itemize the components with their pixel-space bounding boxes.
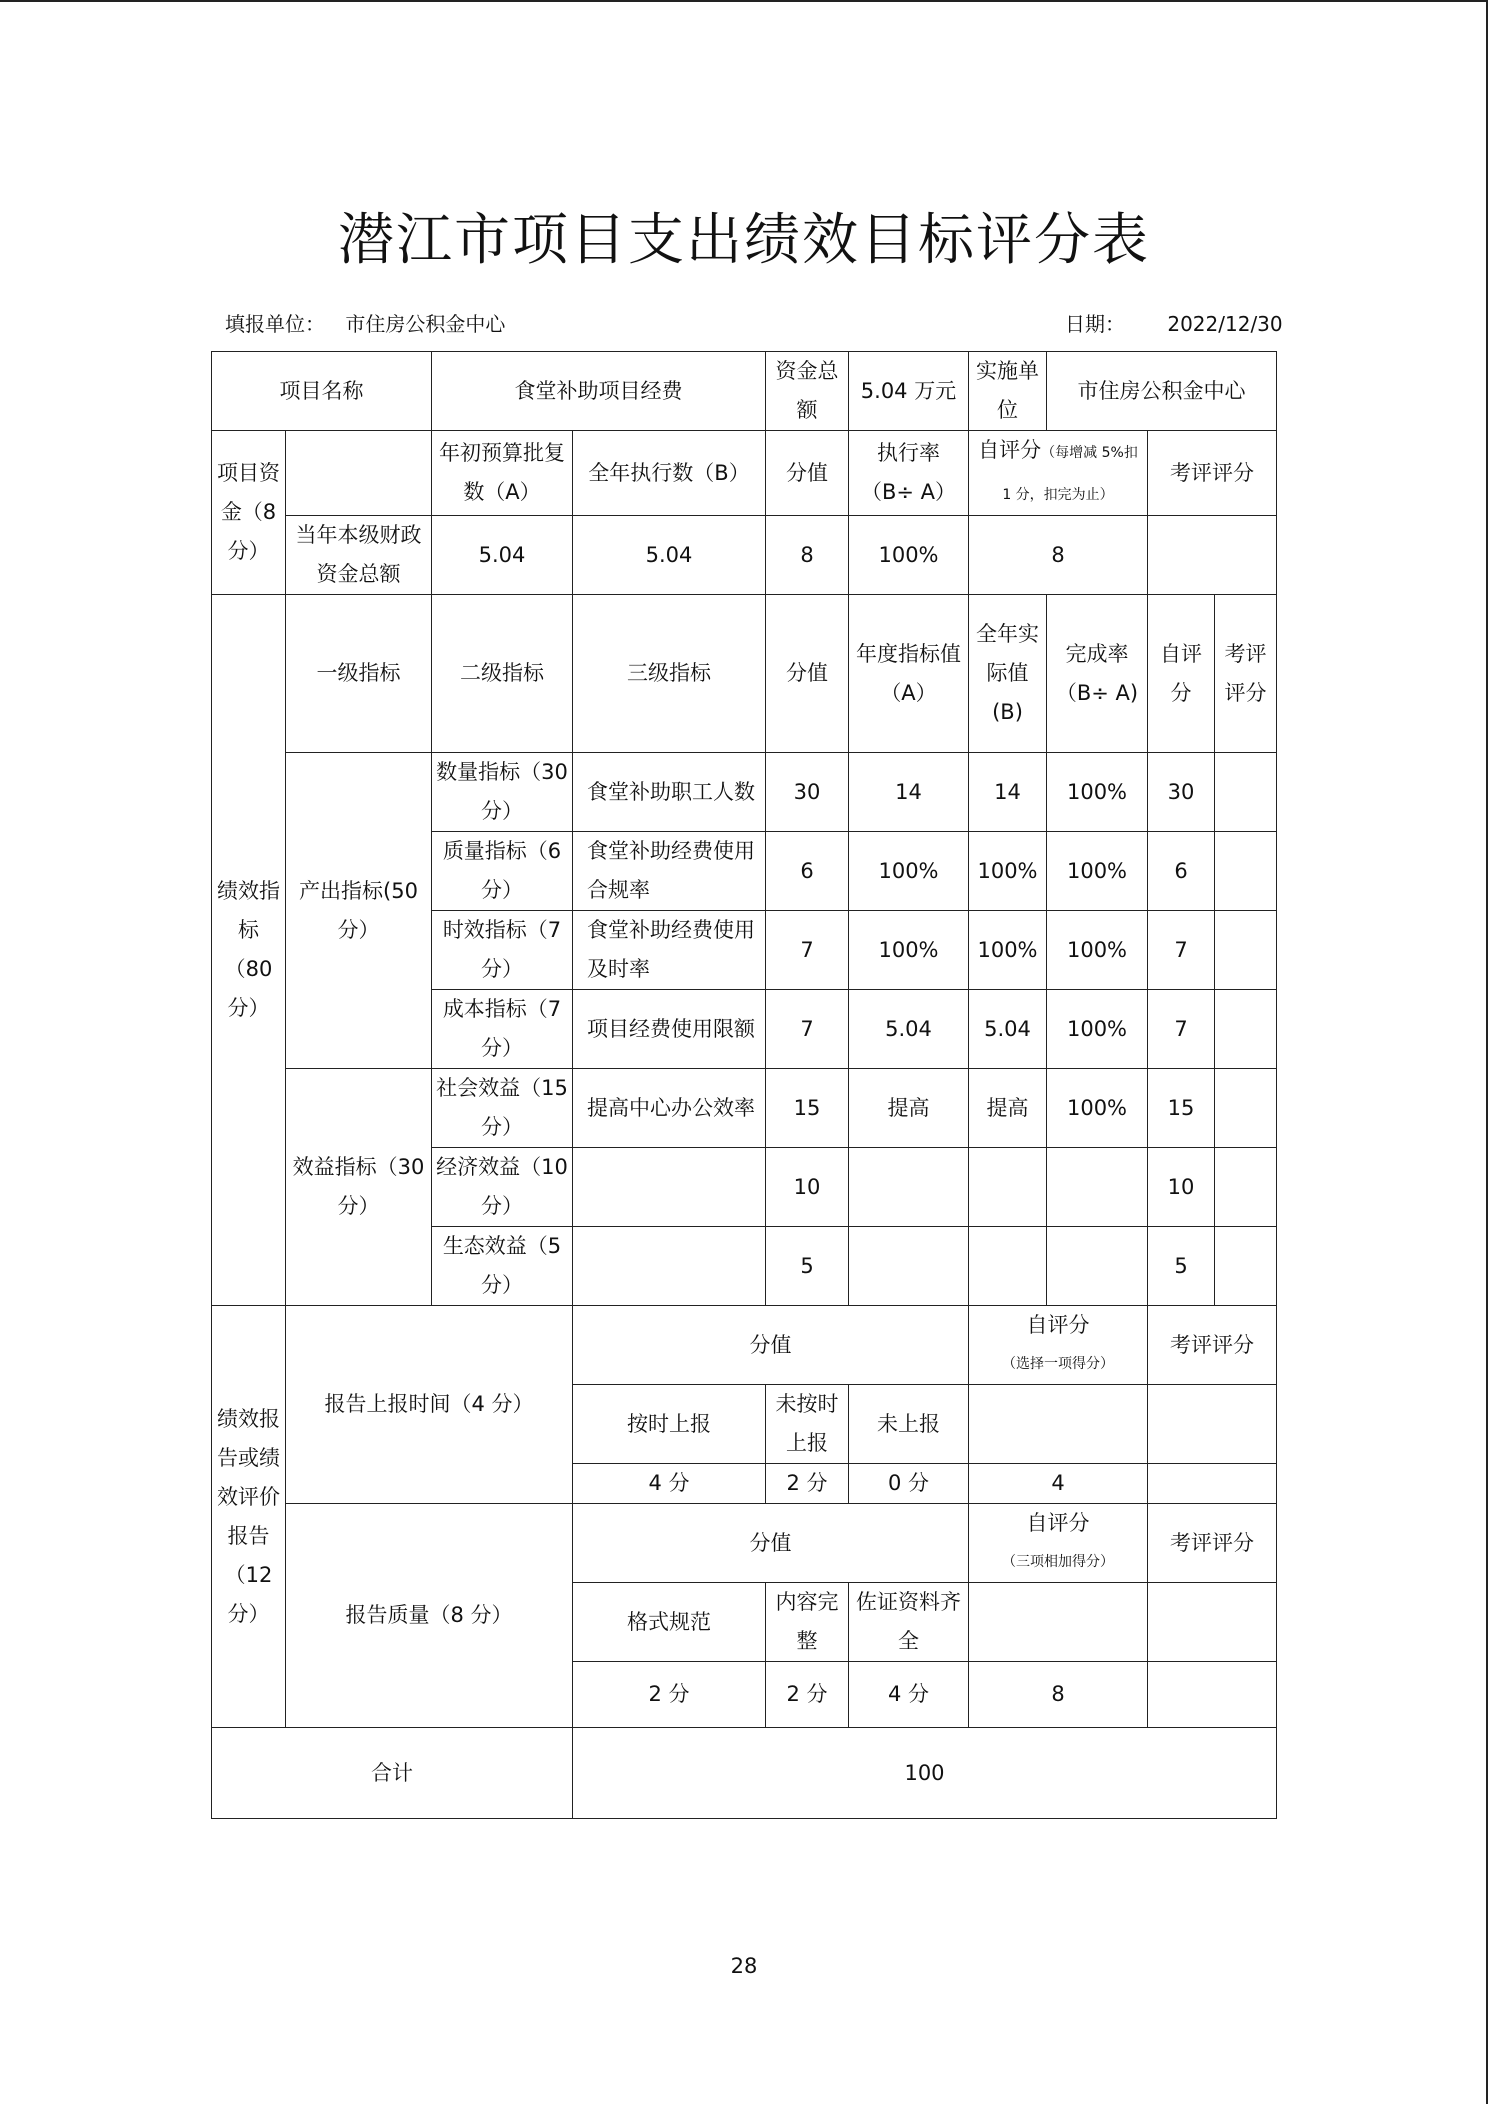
report-time-label: 报告上报时间（4 分） <box>286 1306 573 1504</box>
actual-cell <box>969 1227 1047 1306</box>
level3-cell: 提高中心办公效率 <box>573 1069 766 1148</box>
score-cell: 5 <box>766 1227 849 1306</box>
report-time-self-blank <box>969 1385 1148 1464</box>
actual-cell: 提高 <box>969 1069 1047 1148</box>
self-score-cell: 7 <box>1148 911 1215 990</box>
perf-score-header: 分值 <box>766 595 849 753</box>
actual-cell <box>969 1148 1047 1227</box>
score-cell: 30 <box>766 753 849 832</box>
perf-level2-header: 二级指标 <box>432 595 573 753</box>
report-quality-review-score <box>1148 1662 1277 1728</box>
report-time-self-note: （选择一项得分） <box>1002 1356 1114 1372</box>
rate-cell <box>1047 1148 1148 1227</box>
target-cell: 100% <box>849 832 969 911</box>
self-score-cell: 15 <box>1148 1069 1215 1148</box>
review-score-cell <box>1215 990 1277 1069</box>
report-time-review-header: 考评评分 <box>1148 1306 1277 1385</box>
level3-cell: 食堂补助职工人数 <box>573 753 766 832</box>
report-quality-self-header <box>969 1504 1148 1583</box>
report-quality-self-note: （三项相加得分） <box>1002 1554 1114 1570</box>
report-time-review-score <box>1148 1464 1277 1504</box>
level2-cell: 成本指标（7 分） <box>432 990 573 1069</box>
value-evidence: 4 分 <box>849 1662 969 1728</box>
rate-cell: 100% <box>1047 832 1148 911</box>
funds-score-value: 8 <box>766 516 849 595</box>
value-not-reported: 0 分 <box>849 1464 969 1504</box>
review-score-cell <box>1215 1148 1277 1227</box>
impl-unit-value: 市住房公积金中心 <box>1047 352 1277 431</box>
target-cell <box>849 1227 969 1306</box>
funds-self-value: 8 <box>969 516 1148 595</box>
score-cell: 7 <box>766 911 849 990</box>
report-quality-score-header: 分值 <box>573 1504 969 1583</box>
fund-total-value: 5.04 万元 <box>849 352 969 431</box>
report-quality-review-blank <box>1148 1583 1277 1662</box>
fill-date <box>1065 308 1283 337</box>
output-indicator-label: 产出指标(50分） <box>286 753 432 1069</box>
option-late: 未按时上报 <box>766 1385 849 1464</box>
perf-target-header: 年度指标值（A） <box>849 595 969 753</box>
total-row <box>212 1728 1277 1819</box>
funds-header-row <box>212 431 1277 516</box>
table-row <box>212 753 1277 832</box>
actual-cell: 5.04 <box>969 990 1047 1069</box>
report-quality-review-header: 考评评分 <box>1148 1504 1277 1583</box>
funds-rate-header: 执行率（B÷ A） <box>849 431 969 516</box>
target-cell: 100% <box>849 911 969 990</box>
funds-review-header: 考评评分 <box>1148 431 1277 516</box>
perf-rate-header: 完成率（B÷ A) <box>1047 595 1148 753</box>
level2-cell: 数量指标（30 分） <box>432 753 573 832</box>
total-value: 100 <box>573 1728 1277 1819</box>
report-time-score-header: 分值 <box>573 1306 969 1385</box>
perf-review-header: 考评评分 <box>1215 595 1277 753</box>
report-section-label: 绩效报告或绩效评价报告（12分） <box>212 1306 286 1728</box>
level2-cell: 时效指标（7 分） <box>432 911 573 990</box>
report-quality-header-row <box>212 1504 1277 1583</box>
project-name-label: 项目名称 <box>212 352 432 431</box>
score-table <box>211 351 1277 1819</box>
report-time-self-score: 4 <box>969 1464 1148 1504</box>
report-quality-self-score: 8 <box>969 1662 1148 1728</box>
target-cell: 5.04 <box>849 990 969 1069</box>
funds-row-label: 当年本级财政资金总额 <box>286 516 432 595</box>
perf-section-label: 绩效指标（80分） <box>212 595 286 1306</box>
target-cell: 14 <box>849 753 969 832</box>
fill-unit-label: 填报单位： <box>225 312 325 336</box>
quality-evidence: 佐证资料齐全 <box>849 1583 969 1662</box>
report-quality-self-blank <box>969 1583 1148 1662</box>
option-not-reported: 未上报 <box>849 1385 969 1464</box>
review-score-cell <box>1215 832 1277 911</box>
page-title: 潜江市项目支出绩效目标评分表 <box>338 208 1150 273</box>
option-on-time: 按时上报 <box>573 1385 766 1464</box>
report-time-self-title: 自评分 <box>1026 1313 1090 1337</box>
funds-budget-value: 5.04 <box>432 516 573 595</box>
funds-budget-header: 年初预算批复数（A） <box>432 431 573 516</box>
project-row <box>212 352 1277 431</box>
total-label: 合计 <box>212 1728 573 1819</box>
report-quality-label: 报告质量（8 分） <box>286 1504 573 1728</box>
self-score-cell: 6 <box>1148 832 1215 911</box>
rate-cell: 100% <box>1047 753 1148 832</box>
perf-level1-header: 一级指标 <box>286 595 432 753</box>
level2-cell: 经济效益（10 分） <box>432 1148 573 1227</box>
level2-cell: 生态效益（5 分） <box>432 1227 573 1306</box>
funds-self-header <box>969 431 1148 516</box>
score-cell: 7 <box>766 990 849 1069</box>
perf-actual-header: 全年实际值(B) <box>969 595 1047 753</box>
score-cell: 15 <box>766 1069 849 1148</box>
page-border-top <box>0 0 1488 2</box>
quality-format: 格式规范 <box>573 1583 766 1662</box>
level2-cell: 质量指标（6 分） <box>432 832 573 911</box>
perf-header-row <box>212 595 1277 753</box>
project-name-value: 食堂补助项目经费 <box>432 352 766 431</box>
review-score-cell <box>1215 1227 1277 1306</box>
fill-date-value: 2022/12/30 <box>1167 312 1283 336</box>
funds-section-label: 项目资金（8分） <box>212 431 286 595</box>
level2-cell: 社会效益（15 分） <box>432 1069 573 1148</box>
rate-cell: 100% <box>1047 990 1148 1069</box>
score-cell: 6 <box>766 832 849 911</box>
fill-unit-value: 市住房公积金中心 <box>345 312 506 336</box>
value-content: 2 分 <box>766 1662 849 1728</box>
fill-date-label: 日期： <box>1065 312 1125 336</box>
rate-cell: 100% <box>1047 1069 1148 1148</box>
target-cell <box>849 1148 969 1227</box>
perf-level3-header: 三级指标 <box>573 595 766 753</box>
funds-rate-value: 100% <box>849 516 969 595</box>
funds-score-header: 分值 <box>766 431 849 516</box>
review-score-cell <box>1215 753 1277 832</box>
actual-cell: 100% <box>969 832 1047 911</box>
funds-blank-cell <box>286 431 432 516</box>
benefit-indicator-label: 效益指标（30分） <box>286 1069 432 1306</box>
level3-cell: 项目经费使用限额 <box>573 990 766 1069</box>
fund-total-label: 资金总额 <box>766 352 849 431</box>
level3-cell <box>573 1148 766 1227</box>
value-format: 2 分 <box>573 1662 766 1728</box>
fill-unit <box>225 308 505 337</box>
funds-review-value <box>1148 516 1277 595</box>
value-late: 2 分 <box>766 1464 849 1504</box>
report-time-header-row <box>212 1306 1277 1385</box>
target-cell: 提高 <box>849 1069 969 1148</box>
actual-cell: 14 <box>969 753 1047 832</box>
self-score-cell: 10 <box>1148 1148 1215 1227</box>
actual-cell: 100% <box>969 911 1047 990</box>
quality-content: 内容完整 <box>766 1583 849 1662</box>
funds-exec-header: 全年执行数（B） <box>573 431 766 516</box>
level3-cell <box>573 1227 766 1306</box>
level3-cell: 食堂补助经费使用合规率 <box>573 832 766 911</box>
rate-cell <box>1047 1227 1148 1306</box>
rate-cell: 100% <box>1047 911 1148 990</box>
table-row <box>212 1069 1277 1148</box>
review-score-cell <box>1215 911 1277 990</box>
page-number: 28 <box>730 1954 758 1978</box>
score-cell: 10 <box>766 1148 849 1227</box>
level3-cell: 食堂补助经费使用及时率 <box>573 911 766 990</box>
funds-self-title: 自评分 <box>978 438 1042 462</box>
report-time-self-header <box>969 1306 1148 1385</box>
value-on-time: 4 分 <box>573 1464 766 1504</box>
perf-self-header: 自评分 <box>1148 595 1215 753</box>
self-score-cell: 5 <box>1148 1227 1215 1306</box>
funds-self-note: （每增减 5%扣 1 分，扣完为止） <box>1002 445 1138 503</box>
report-time-review-blank <box>1148 1385 1277 1464</box>
self-score-cell: 7 <box>1148 990 1215 1069</box>
self-score-cell: 30 <box>1148 753 1215 832</box>
report-quality-self-title: 自评分 <box>1026 1511 1090 1535</box>
review-score-cell <box>1215 1069 1277 1148</box>
funds-data-row <box>212 516 1277 595</box>
impl-unit-label: 实施单位 <box>969 352 1047 431</box>
funds-exec-value: 5.04 <box>573 516 766 595</box>
